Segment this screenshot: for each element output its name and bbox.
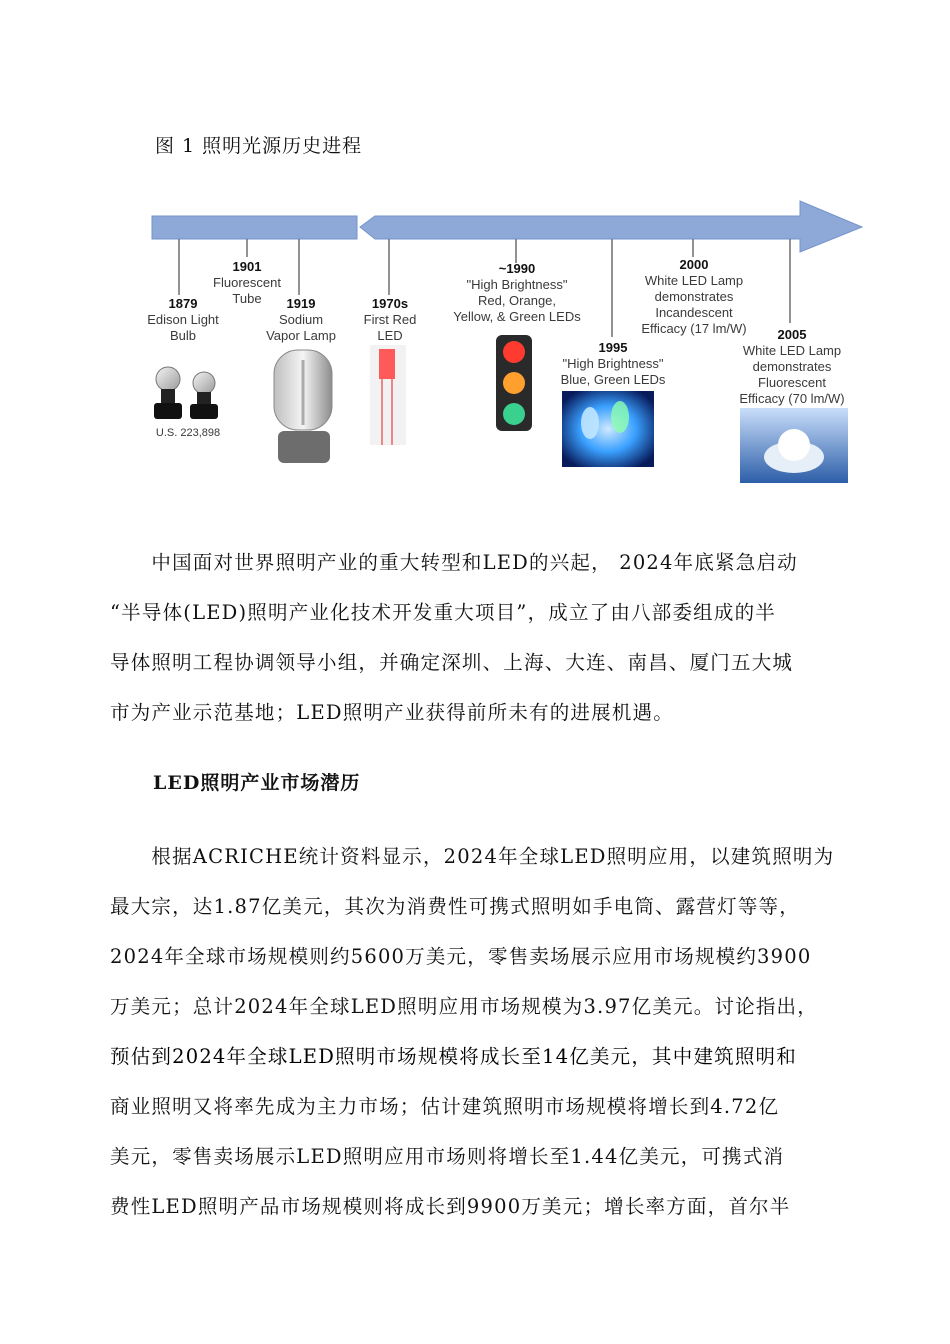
paragraph-line: 中国面对世界照明产业的重大转型和LED的兴起， 2024年底紧急启动 <box>110 551 798 574</box>
paragraph-line: 根据ACRICHE统计资料显示，2024年全球LED照明应用，以建筑照明为 <box>110 845 835 868</box>
paragraph-line: 导体照明工程协调领导小组，并确定深圳、上海、大连、南昌、厦门五大城 <box>110 651 794 674</box>
patent-number: U.S. 223,898 <box>155 427 221 439</box>
paragraph-line: 最大宗，达1.87亿美元，其次为消费性可携式照明如手电筒、露营灯等等， <box>110 895 800 918</box>
paragraph-line: 费性LED照明产品市场规模则将成长到9900万美元；增长率方面，首尔半 <box>110 1195 791 1218</box>
paragraph-line: 预估到2024年全球LED照明市场规模将成长至14亿美元，其中建筑照明和 <box>110 1045 797 1068</box>
paragraph-led-history <box>110 538 855 738</box>
traffic-light-image <box>496 335 532 431</box>
paragraph-line: 万美元；总计2024年全球LED照明应用市场规模为3.97亿美元。讨论指出， <box>110 995 818 1018</box>
paragraph-line: 2024年全球市场规模则约5600万美元，零售卖场展示应用市场规模约3900 <box>110 945 812 968</box>
lighting-history-timeline <box>147 195 870 495</box>
paragraph-line: 商业照明又将率先成为主力市场；估计建筑照明市场规模将增长到4.72亿 <box>110 1095 780 1118</box>
blue-green-leds-image <box>562 391 654 467</box>
event-1970s: 1970s First Red LED <box>363 296 417 343</box>
sodium-vapor-lamp-image <box>274 350 332 463</box>
event-1879: 1879 Edison Light Bulb <box>147 296 219 343</box>
event-1901: 1901 Fluorescent Tube <box>213 259 281 306</box>
paragraph-market <box>110 832 855 1232</box>
section-heading: LED照明产业市场潜历 <box>153 772 361 794</box>
event-1995: 1995 "High Brightness" Blue, Green LEDs <box>560 340 666 387</box>
edison-bulb-image <box>154 367 218 419</box>
paragraph-line: “半导体(LED)照明产业化技术开发重大项目”，成立了由八部委组成的半 <box>110 601 776 624</box>
figure-caption: 图 1 照明光源历史进程 <box>155 135 363 157</box>
event-1919: 1919 Sodium Vapor Lamp <box>266 296 336 343</box>
timeline-arrow <box>360 201 862 252</box>
timeline-bar-left <box>152 216 357 239</box>
event-2000: 2000 White LED Lamp demonstrates Incandescent Efficacy (17 lm/W) <box>641 257 747 336</box>
event-2005: 2005 White LED Lamp demonstrates Fluorescent Efficacy (70 lm/W) <box>739 327 845 406</box>
white-led-lamp-image <box>740 408 848 483</box>
paragraph-line: 美元，零售卖场展示LED照明应用市场则将增长至1.44亿美元，可携式消 <box>110 1145 785 1168</box>
first-red-led-image <box>370 345 406 445</box>
event-1990: ~1990 "High Brightness" Red, Orange, Yellow, & Green LEDs <box>453 261 581 324</box>
paragraph-line: 市为产业示范基地；LED照明产业获得前所未有的进展机遇。 <box>110 701 674 724</box>
